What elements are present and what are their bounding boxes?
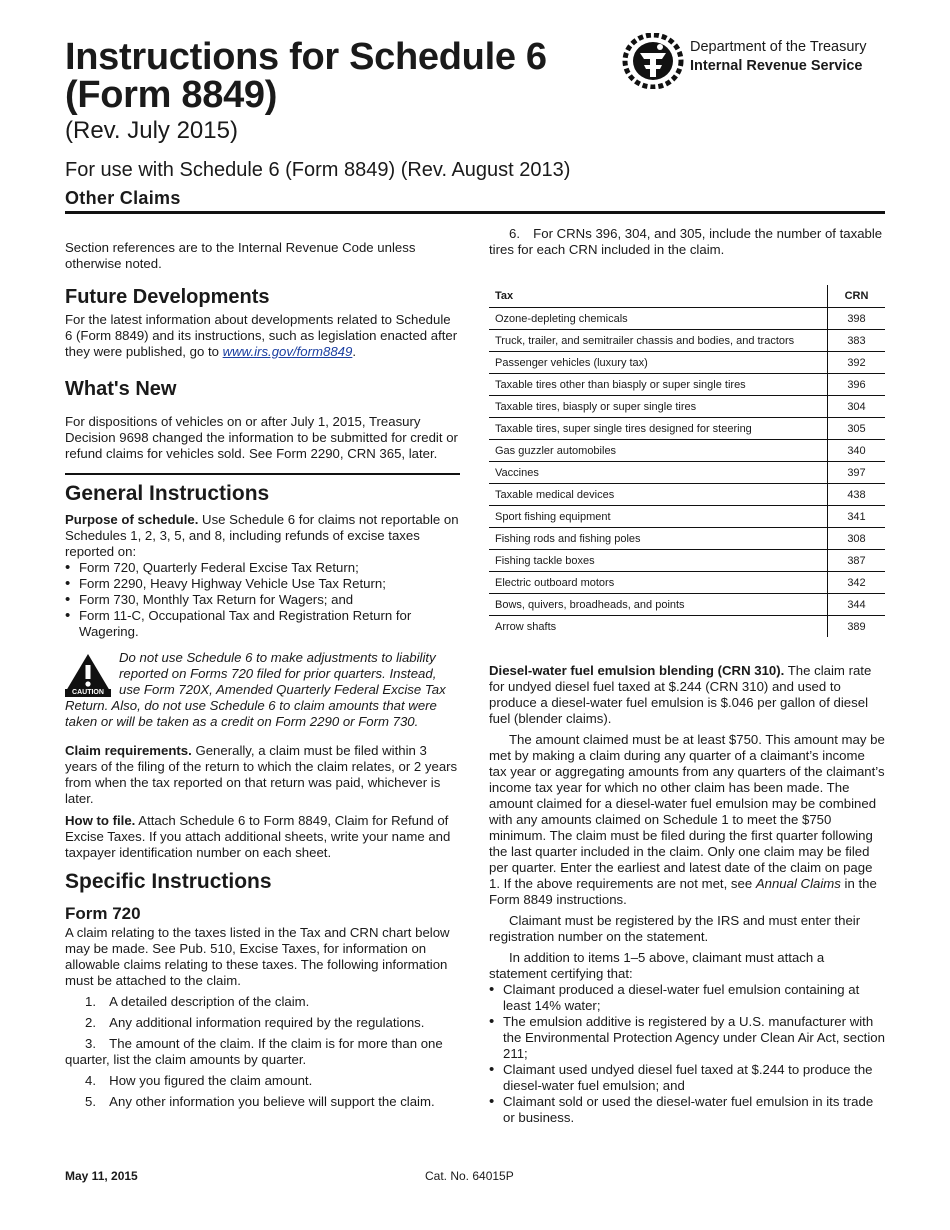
revision-date: (Rev. July 2015)	[65, 117, 238, 144]
howto-label: How to file.	[65, 813, 136, 828]
statement-bullet: • Claimant used undyed diesel fuel taxed at $.244 to produce the diesel-water fuel emulsion; and	[489, 1062, 885, 1094]
purpose-bullet: • Form 730, Monthly Tax Return for Wagers; and	[65, 592, 460, 608]
crn-cell: 387	[828, 550, 886, 572]
table-row	[489, 308, 885, 330]
tax-crn-table	[489, 285, 885, 637]
tax-cell: Vaccines	[489, 462, 828, 484]
table-row	[489, 352, 885, 374]
specific-heading: Specific Instructions	[65, 870, 272, 893]
for-use-line: For use with Schedule 6 (Form 8849) (Rev. August 2013)	[65, 159, 571, 181]
caution-label: CAUTION	[72, 689, 104, 696]
future-text: For the latest information about developments related to Schedule 6 (Form 8849) and its instructions, such as legislation enacted after they were published, go to	[65, 312, 458, 359]
table-row	[489, 572, 885, 594]
subtitle: Other Claims	[65, 188, 181, 208]
right-column	[489, 226, 885, 1126]
numbered-item: 5. Any other information you believe will support the claim.	[85, 1094, 435, 1109]
crn-cell: 304	[828, 396, 886, 418]
claimreq-text: Generally, a claim must be filed within 3 years of the filing of the return to which the claim relates, or 2 years from when the tax reported on that return was paid, whichever is later.	[65, 743, 458, 806]
item-6: 6. For CRNs 396, 304, and 305, include the number of taxable tires for each CRN included in the claim.	[489, 226, 883, 257]
table-row	[489, 418, 885, 440]
purpose-bullet: • Form 2290, Heavy Highway Vehicle Use Tax Return;	[65, 576, 460, 592]
table-row	[489, 528, 885, 550]
table-row	[489, 374, 885, 396]
purpose-bullet: • Form 11-C, Occupational Tax and Registration Return for Wagering.	[65, 608, 460, 640]
annual-claims-ref: Annual Claims	[755, 876, 841, 891]
purpose-label: Purpose of schedule.	[65, 512, 199, 527]
col-tax-header: Tax	[489, 285, 828, 308]
tax-cell: Fishing rods and fishing poles	[489, 528, 828, 550]
crn-cell: 305	[828, 418, 886, 440]
whatsnew-text: For dispositions of vehicles on or after July 1, 2015, Treasury Decision 9698 changed the information to be submitted for credit or refund claims for vehicles sold. See Form 2290, CRN 365, later.	[65, 414, 458, 461]
crn-cell: 389	[828, 616, 886, 638]
table-row	[489, 484, 885, 506]
statement-bullet: • The emulsion additive is registered by a U.S. manufacturer with the Environmental Protection Agency under Clean Air Act, section 211;	[489, 1014, 885, 1062]
tax-cell: Sport fishing equipment	[489, 506, 828, 528]
registered-text: Claimant must be registered by the IRS and must enter their registration number on the statement.	[489, 913, 861, 944]
diesel-text: The claim rate for undyed diesel fuel taxed at $.244 (CRN 310) and used to produce a diesel-water fuel emulsion is $.046 per gallon of diesel fuel (blender claims).	[489, 663, 872, 726]
tax-cell: Taxable tires other than biasply or super single tires	[489, 374, 828, 396]
future-paragraph	[65, 312, 460, 360]
col-crn-header: CRN	[828, 285, 886, 308]
page-title: Instructions for Schedule 6 (Form 8849)	[65, 36, 547, 116]
crn-cell: 341	[828, 506, 886, 528]
form720-heading: Form 720	[65, 904, 141, 923]
amount-paragraph	[489, 732, 885, 908]
table-row	[489, 506, 885, 528]
howto-text: Attach Schedule 6 to Form 8849, Claim for Refund of Excise Taxes. If you attach additional sheets, write your name and taxpayer identification number on each sheet.	[65, 813, 451, 860]
tax-cell: Ozone-depleting chemicals	[489, 308, 828, 330]
agency-irs: Internal Revenue Service	[690, 58, 863, 74]
caution-icon	[65, 653, 111, 697]
table-row	[489, 440, 885, 462]
crn-cell: 383	[828, 330, 886, 352]
left-column	[65, 240, 460, 1110]
future-period: .	[352, 344, 357, 359]
caution-box	[65, 650, 460, 730]
claimreq-label: Claim requirements.	[65, 743, 192, 758]
tax-cell: Electric outboard motors	[489, 572, 828, 594]
tax-cell: Passenger vehicles (luxury tax)	[489, 352, 828, 374]
table-row	[489, 594, 885, 616]
agency-department: Department of the Treasury	[690, 39, 867, 55]
numbered-item: 2. Any additional information required by the regulations.	[85, 1015, 425, 1030]
addition-text: In addition to items 1–5 above, claimant must attach a statement certifying that:	[489, 950, 825, 981]
crn-cell: 398	[828, 308, 886, 330]
crn-cell: 396	[828, 374, 886, 396]
tax-cell: Taxable tires, biasply or super single tires	[489, 396, 828, 418]
purpose-paragraph	[65, 512, 460, 560]
tax-cell: Arrow shafts	[495, 620, 557, 633]
diesel-paragraph	[489, 663, 885, 727]
future-heading: Future Developments	[65, 286, 270, 308]
amount-text-end: in the Form 8849 instructions.	[489, 876, 877, 907]
crn-cell: 438	[828, 484, 886, 506]
crn-cell: 340	[828, 440, 886, 462]
purpose-text: Use Schedule 6 for claims not reportable on Schedules 1, 2, 3, 5, and 8, including refunds of excise taxes reported on:	[65, 512, 459, 559]
crn-cell: 392	[828, 352, 886, 374]
statement-bullet: • Claimant sold or used the diesel-water fuel emulsion in its trade or business.	[489, 1094, 885, 1126]
tax-cell: Fishing tackle boxes	[489, 550, 828, 572]
intro-text: Section references are to the Internal Revenue Code unless otherwise noted.	[65, 240, 416, 271]
table-row	[489, 396, 885, 418]
numbered-item: 1. A detailed description of the claim.	[85, 994, 310, 1009]
howto-paragraph	[65, 813, 460, 861]
numbered-item: 3. The amount of the claim. If the claim is for more than one quarter, list the claim amounts by quarter.	[65, 1036, 443, 1067]
agency-block	[690, 38, 867, 76]
tax-cell: Taxable medical devices	[489, 484, 828, 506]
tax-cell: Truck, trailer, and semitrailer chassis and bodies, and tractors	[489, 330, 828, 352]
diesel-label: Diesel-water fuel emulsion blending (CRN 310).	[489, 663, 785, 678]
table-row	[489, 330, 885, 352]
general-heading: General Instructions	[65, 482, 270, 505]
tax-cell: Bows, quivers, broadheads, and points	[489, 594, 828, 616]
form720-text: A claim relating to the taxes listed in the Tax and CRN chart below may be made. See Pub. 510, Excise Taxes, for information on allowable claims relating to these taxes. The following information must be attached to the claim.	[65, 925, 450, 988]
table-row	[489, 462, 885, 484]
header-divider	[65, 211, 885, 214]
section-divider	[65, 473, 460, 475]
statement-bullet: • Claimant produced a diesel-water fuel emulsion containing at least 14% water;	[489, 982, 885, 1014]
tax-cell: Taxable tires, super single tires designed for steering	[489, 418, 828, 440]
crn-cell: 308	[828, 528, 886, 550]
table-row	[489, 550, 885, 572]
table-row	[489, 616, 885, 638]
caution-text: Do not use Schedule 6 to make adjustments to liability reported on Forms 720 filed for prior quarters. Instead, use Form 720X, Amended Quarterly Federal Excise Tax Return. Also, do not use Schedule 6 to claim amounts that were taken or will be taken as a credit on Form 2290 or Form 730.	[65, 650, 446, 729]
crn-cell: 342	[828, 572, 886, 594]
purpose-bullet: • Form 720, Quarterly Federal Excise Tax Return;	[65, 560, 460, 576]
tax-cell: Gas guzzler automobiles	[489, 440, 828, 462]
whatsnew-heading: What's New	[65, 378, 177, 400]
amount-text: The amount claimed must be at least $750. This amount may be met by making a claim during any quarter of a claimant’s income tax year or aggregating amounts from any quarters of the claimant’s income tax year for which no other claim has been made. The amount claimed for a diesel-water fuel emulsion may be combined with any amounts claimed on Schedule 1 to meet the $750 minimum. The claim must be filed during the first quarter following the last quarter included in the claim. Only one claim may be filed per quarter. Enter the earliest and latest date of the claim on page 1. If the above requirements are not met, see	[489, 732, 885, 891]
table-header-row	[489, 285, 885, 308]
footer-date: May 11, 2015	[65, 1169, 138, 1183]
claimreq-paragraph	[65, 743, 460, 807]
numbered-item: 4. How you figured the claim amount.	[85, 1073, 313, 1088]
irs-eagle-seal-icon	[622, 33, 684, 89]
table-body	[489, 308, 885, 638]
crn-cell: 344	[828, 594, 886, 616]
crn-cell: 397	[828, 462, 886, 484]
form8849-link[interactable]: www.irs.gov/form8849	[222, 344, 353, 359]
footer-cat-no: Cat. No. 64015P	[425, 1169, 514, 1183]
